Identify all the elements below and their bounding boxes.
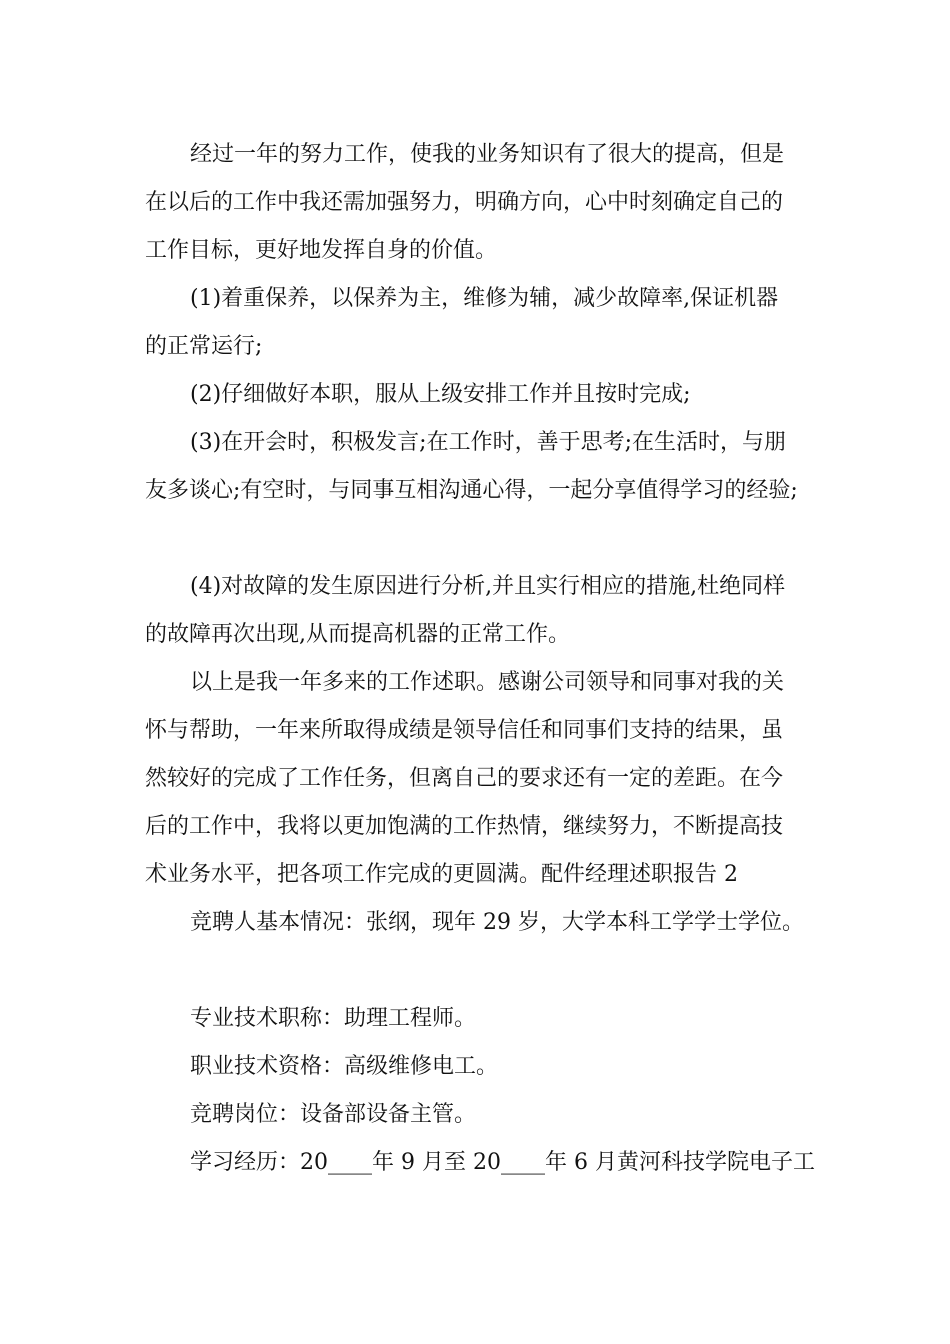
text-line: 经过一年的努力工作，使我的业务知识有了很大的提高，但是 <box>190 142 785 167</box>
text-line: 竞聘人基本情况：张纲，现年 29 岁，大学本科工学学士学位。 <box>190 910 804 935</box>
text-line: (1)着重保养，以保养为主，维修为辅，减少故障率,保证机器 <box>190 286 779 311</box>
paragraph-gap <box>145 515 825 563</box>
text-line: 工作目标，更好地发挥自身的价值。 <box>145 238 498 263</box>
text-line: 怀与帮助，一年来所取得成绩是领导信任和同事们支持的结果，虽 <box>145 718 784 743</box>
text-line: 然较好的完成了工作任务，但离自己的要求还有一定的差距。在今 <box>145 766 784 791</box>
paragraph-gap <box>145 947 825 995</box>
text-line: 友多谈心;有空时，与同事互相沟通心得，一起分享值得学习的经验; <box>145 478 798 503</box>
text-line: (4)对故障的发生原因进行分析,并且实行相应的措施,杜绝同样 <box>190 574 786 599</box>
text-line: 的故障再次出现,从而提高机器的正常工作。 <box>145 622 570 647</box>
text-line: 专业技术职称：助理工程师。 <box>190 1006 477 1031</box>
text-line: (3)在开会时，积极发言;在工作时，善于思考;在生活时，与朋 <box>190 430 786 455</box>
document-body <box>145 131 825 1187</box>
text-line: 职业技术资格：高级维修电工。 <box>190 1054 499 1079</box>
text-line: 学习经历：20____年 9 月至 20____年 6 月黄河科技学院电子工 <box>190 1150 815 1175</box>
text-line: 在以后的工作中我还需加强努力，明确方向，心中时刻确定自己的 <box>145 190 784 215</box>
text-line: 竞聘岗位：设备部设备主管。 <box>190 1102 477 1127</box>
text-line: (2)仔细做好本职，服从上级安排工作并且按时完成; <box>190 382 691 407</box>
text-line: 以上是我一年多来的工作述职。感谢公司领导和同事对我的关 <box>190 670 785 695</box>
text-line: 的正常运行; <box>145 334 263 359</box>
text-line: 术业务水平，把各项工作完成的更圆满。配件经理述职报告 2 <box>145 862 738 887</box>
text-line: 后的工作中，我将以更加饱满的工作热情，继续努力，不断提高技 <box>145 814 784 839</box>
